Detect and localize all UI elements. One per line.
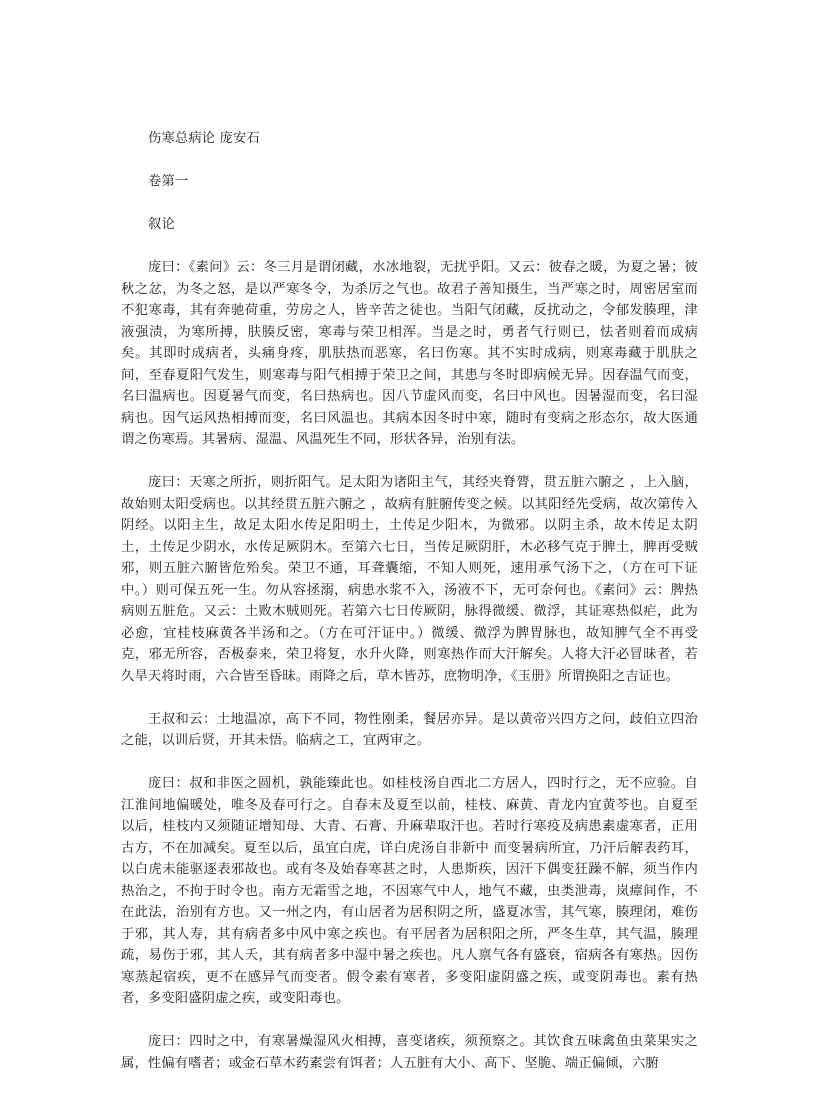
document-title: 伤寒总病论 庞安石 [148, 131, 260, 146]
paragraph: 庞曰：《素问》云：冬三月是谓闭藏，水冰地裂，无扰乎阳。又云：彼春之暖，为夏之暑；彼秋之忿，为冬之怒，是以严寒冬令，为杀厉之气也。故君子善知摄生，当严寒之时，周密居室而不犯寒毒，其有奔驰荷重，劳房之人，皆辛苦之徒也。当阳气闭藏，反扰动之，令郁发腠理，津液强渍，为寒所搏，肤腠反密，寒毒与荣卫相浑。当是之时，勇者气行则已，怯者则着而成病矣。其即时成病者，头痛身疼，肌肤热而恶寒，名曰伤寒。其不实时成病，则寒毒藏于肌肤之间，至春夏阳气发生，则寒毒与阳气相搏于荣卫之间，其患与冬时即病候无异。因春温气而变，名曰温病也。因夏暑气而变，名曰热病也。因八节虚风而变，名曰中风也。因暑湿而变，名曰湿病也。因气运风热相搏而变，名曰风温也。其病本因冬时中寒，随时有变病之形态尔，故大医通谓之伤寒焉。其暑病、湿温、风温死生不同，形状各异，治别有法。 [121, 260, 698, 447]
paragraph: 庞曰：四时之中，有寒暑燥湿风火相搏，喜变诸疾，须预察之。其饮食五味禽鱼虫菜果实之属，性偏有嗜者；或金石草木药素尝有饵者；人五脏有大小、高下、坚脆、端正偏倾，六腑 [121, 1034, 698, 1071]
section-heading: 叙论 [148, 217, 175, 232]
document-body [121, 128, 698, 1096]
paragraph: 庞曰：天寒之所折，则折阳气。足太阳为诸阳主气，其经夹脊膂，贯五脏六腑之 ，上入脑，故始则太阳受病也。以其经贯五脏六腑之 ，故病有脏腑传变之候。以其阳经先受病，故次第传入阴经。以阳主生，故足太阳水传足阳明土，土传足少阳木，为微邪。以阴主杀，故木传足太阴土，土传足少阴水，水传足厥阴木。至第六七日，当传足厥阴肝，木必移气克于脾土，脾再受贼邪，则五脏六腑皆危殆矣。荣卫不通，耳聋囊缩，不知人则死，速用承气汤下之，（方在可下证中。）则可保五死一生。勿从容拯溺，病患水浆不入，汤液不下，无可奈何也。《素问》云：脾热病则五脏危。又云：土败木贼则死。若第六七日传厥阴，脉得微缓、微浮，其证寒热似疟，此为必愈，宜桂枝麻黄各半汤和之。（方在可汗证中。）微缓、微浮为脾胃脉也，故知脾气全不再受克，邪无所容，否极泰来，荣卫将复，水升火降，则寒热作而大汗解矣。人将大汗必冒昧者，若久旱天将时雨，六合皆至昏昧。雨降之后，草木皆苏，庶物明净，《玉册》所谓换阳之吉证也。 [121, 475, 698, 684]
volume-heading: 卷第一 [148, 174, 189, 189]
paragraph: 庞曰：叔和非医之圆机，孰能臻此也。如桂枝汤自西北二方居人，四时行之，无不应验。自江淮间地偏暖处，唯冬及春可行之。自春末及夏至以前，桂枝、麻黄、青龙内宜黄芩也。自夏至以后，桂枝内又须随证增知母、大青、石膏、升麻辈取汗也。若时行寒疫及病患素虚寒者，正用古方，不在加减矣。夏至以后，虽宜白虎，详白虎汤自非新中 而变暑病所宜，乃汗后解表药耳，以白虎未能驱逐表邪故也。或有冬及始春寒甚之时，人患斯疾，因汗下偶变狂躁不解，须当作内热治之，不拘于时令也。南方无霜雪之地，不因寒气中人，地气不藏，虫类泄毒，岚瘴间作，不在此法，治别有方也。又一州之内，有山居者为居积阴之所，盛夏冰雪，其气寒，腠理闭，难伤于邪，其人寿，其有病者多中风中寒之疾也。有平居者为居积阳之所，严冬生草，其气温，腠理疏，易伤于邪，其人夭，其有病者多中湿中暑之疾也。凡人禀气各有盛衰，宿病各有寒热。因伤寒蒸起宿疾，更不在感异气而变者。假令素有寒者，多变阳虚阴盛之疾，或变阴毒也。素有热者，多变阳盛阴虚之疾，或变阳毒也。 [121, 776, 698, 1006]
paragraph: 王叔和云：土地温凉，高下不同，物性刚柔，餐居亦异。是以黄帝兴四方之问，歧伯立四治之能，以训后贤，开其未悟。临病之工，宜两审之。 [121, 711, 698, 748]
